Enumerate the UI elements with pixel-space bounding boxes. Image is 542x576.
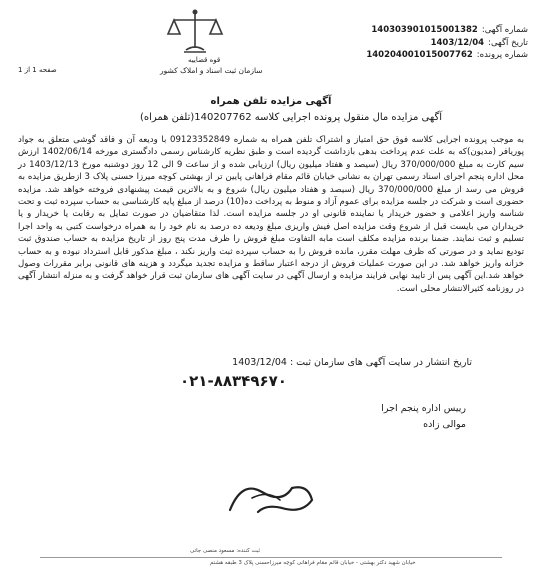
notice-number-label: شماره آگهی: — [481, 25, 528, 35]
page-indicator: صفحه 1 از 1 — [18, 66, 57, 74]
publish-date-line: تاریخ انتشار در سایت آگهی های سازمان ثبت : 1403/12/04 — [232, 357, 472, 368]
notice-date-value: 1403/12/04 — [430, 37, 485, 48]
notice-date-row — [278, 37, 528, 50]
case-number-value: 140204001015007762 — [366, 50, 473, 60]
notice-body: به موجب پرونده اجرایی کلاسه فوق حق امتیاز و اشتراک تلفن همراه به شماره 09123352849 با ودیعه آن و فاقد گوشی متعلق به جواد پوریافر (مدیون)که به علت عدم پرداخت بدهی بازداشت گردیده است و طبق نظریه کارشناس رسمی دادگستری مورخه 1402/06/14 ارزش سیم کارت به مبلغ 370/000/000 ریال (سیصد و هفتاد میلیون ریال) ارزیابی شده و از ساعت 9 الی 12 روز دوشنبه مورخ 1403/12/13 در محل اداره پنجم اجرای اسناد رسمی تهران به نشانی خیابان قائم مقام فراهانی پایین تر از بهشتی کوچه میرزا حسنی پلاک 3 ازطریق مزایده به فروش می رسد از مبلغ 370/000/000 ریال (سیصد و هفتاد میلیون ریال) شروع و به بالاترین قیمت پیشنهادی فروخته خواهد شد. مزایده حضوری است و شرکت در جلسه مزایده برای عموم آزاد و منوط به پرداخت ده(10) درصد از مبلغ پایه کارشناسی به حساب سپرده ثبت و تحت شناسه واریز اعلامی و حضور خریدار یا نماینده قانونی او در جلسه مزایده است. لذا متقاضیان در صورت تمایل به رقابت یا خریدار و یا خریداران می بایست قبل از شروع وقت مزایده اصل فیش واریزی مبلغ ودیعه ده درصد به نام خود را به همراه درخواست کتبی به واحد اجرا تسلیم و ثبت نمایند. ضمنا برنده مزایده مکلف است مابه التفاوت مبلغ فروش را ظرف مدت پنج روز از تاریخ مزایده به حساب صندوق ثبت تودیع نماید و در صورتی که ظرف مهلت مقرر، مانده فروش را به حساب سپرده ثبت واریز نکند ، مبلغ مذکور قابل استرداد نبوده و به حساب خزانه واریز خواهد شد. در این صورت عملیات فروش از درجه اعتبار ساقط و مزایده تجدید میگردد و هزینه های قانونی برابر مقررات وصول خواهد شد.این آگهی پس از تایید نهایی فرایند مزایده و ارسال آگهی در سایت آگهی های سازمان ثبت قرار خواهد گرفت و به منزله انتشار آگهی در روزنامه کثیرالانتشار محلی است. — [18, 135, 525, 294]
notice-metadata — [278, 24, 528, 62]
footer-divider — [40, 557, 502, 558]
registrar-line: ثبت کننده: مسعود منصی جاتی — [190, 548, 261, 554]
signatory-name: موالی زاده — [423, 419, 466, 430]
notice-title: آگهی مزایده تلفن همراه — [210, 96, 332, 107]
notice-number-value: 140303901015001382 — [371, 25, 478, 35]
notice-subtitle: آگهی مزایده مال منقول پرونده اجرایی کلاسه 140207762(تلفن همراه) — [139, 112, 442, 123]
handwritten-signature — [222, 470, 320, 522]
office-address: خیابان شهید دکتر بهشتی - خیابان قائم مقام فراهانی کوچه میرزاحسنی پلاک 3 طبقه هشتم — [210, 560, 416, 566]
contact-phone: ۰۲۱-۸۸۳۴۹۶۷۰ — [180, 372, 287, 390]
signatory-title: رییس اداره پنجم اجرا — [381, 403, 466, 414]
case-number-label: شماره پرونده: — [476, 50, 528, 60]
org-small-label: قوه قضاییه — [188, 56, 221, 64]
org-name-label: سازمان ثبت اسناد و املاک کشور — [160, 66, 263, 75]
notice-date-label: تاریخ آگهی: — [488, 37, 528, 48]
case-number-row — [278, 49, 528, 62]
notice-number-row — [278, 24, 528, 37]
